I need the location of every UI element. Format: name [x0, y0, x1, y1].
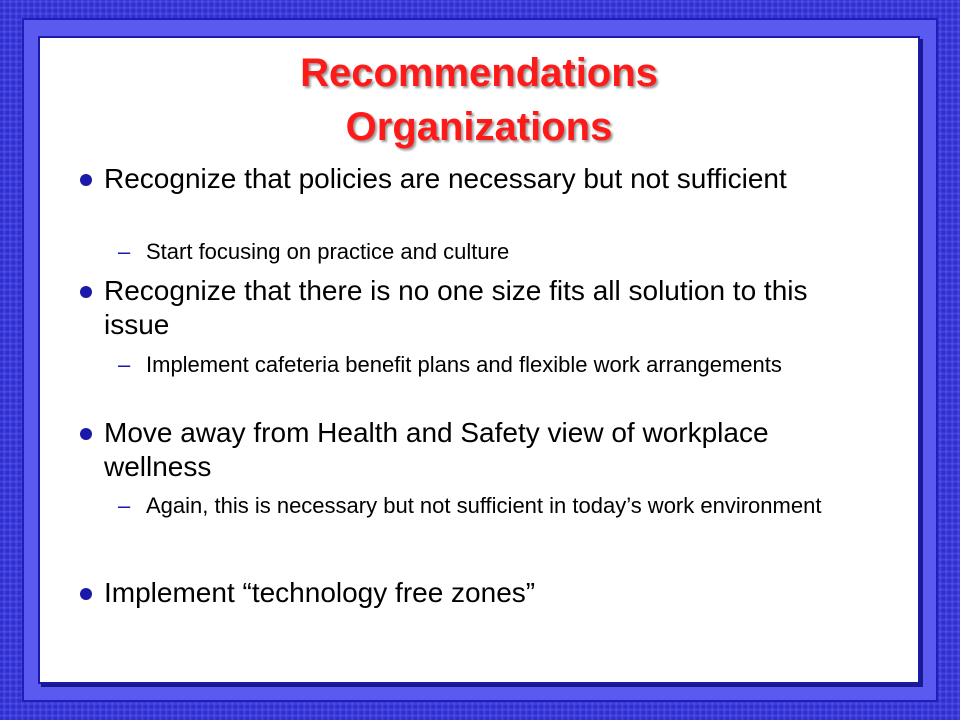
list-item	[80, 162, 900, 274]
sub-bullet	[80, 351, 926, 379]
sub-bullet-text: Implement cafeteria benefit plans and flexible work arrangements	[146, 352, 782, 377]
bullet-text: Implement “technology free zones”	[104, 577, 536, 608]
title-line-2: Organizations	[345, 105, 613, 149]
slide-canvas	[38, 36, 920, 684]
bullet-text: Move away from Health and Safety view of workplace wellness	[104, 417, 769, 482]
bullet-text: Recognize that there is no one size fits all solution to this issue	[104, 275, 808, 340]
bullet-text: Recognize that policies are necessary but not sufficient	[104, 163, 787, 194]
slide-title	[40, 46, 918, 154]
sub-bullet	[80, 492, 946, 520]
sub-bullet	[80, 238, 926, 266]
dash-icon: –	[118, 239, 131, 264]
bullet-list	[80, 162, 900, 616]
sub-bullet-text: Start focusing on practice and culture	[146, 239, 510, 264]
title-line-1: Recommendations	[300, 51, 658, 95]
list-item	[80, 576, 900, 616]
list-item	[80, 416, 900, 576]
dash-icon: –	[118, 493, 131, 518]
list-item	[80, 274, 900, 416]
sub-bullet-text: Again, this is necessary but not sufficient in today’s work environment	[146, 493, 822, 518]
dash-icon: –	[118, 352, 131, 377]
